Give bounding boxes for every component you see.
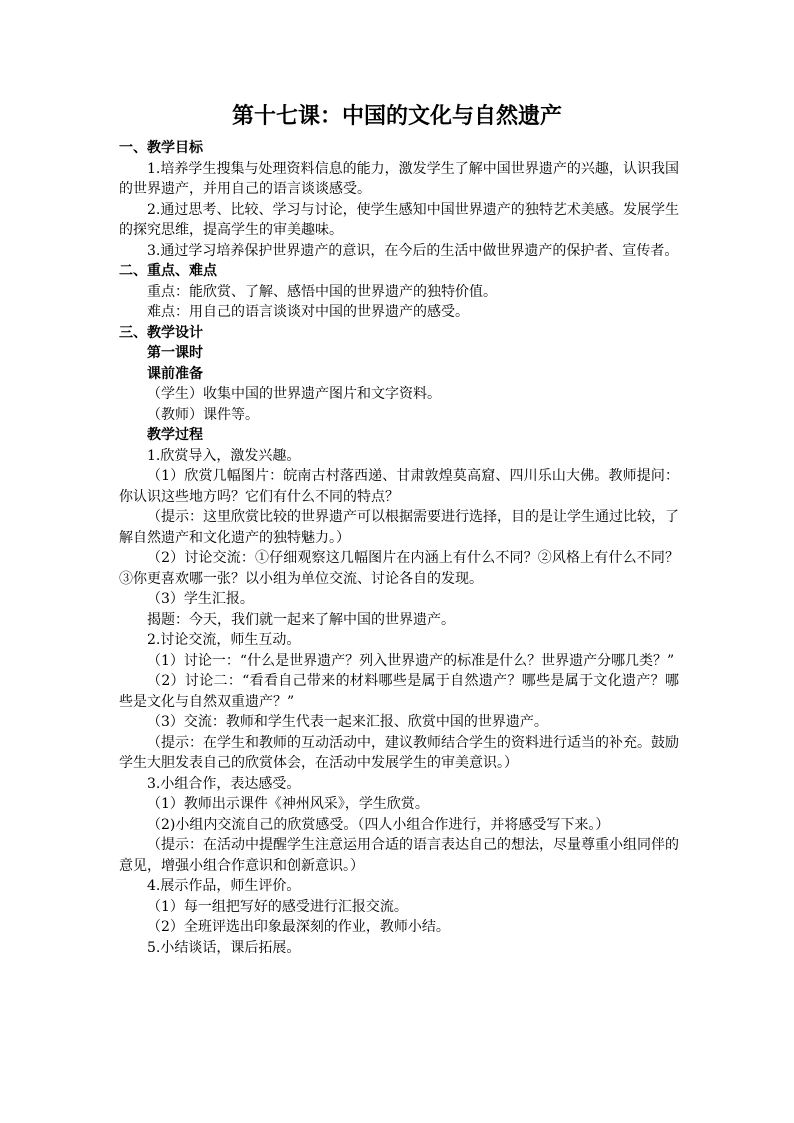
paragraph: （2）讨论交流：①仔细观察这几幅图片在内涵上有什么不同？②风格上有什么不同？③你更喜欢哪一张？以小组为单位交流、讨论各自的发现。 xyxy=(119,550,679,587)
paragraph: （提示：在学生和教师的互动活动中，建议教师结合学生的资料进行适当的补充。鼓励学生大胆发表自己的欣赏体会，在活动中发展学生的审美意识。） xyxy=(119,734,679,771)
paragraph: 2.讨论交流，师生互动。 xyxy=(147,632,301,648)
paragraph: （提示：这里欣赏比较的世界遗产可以根据需要进行选择，目的是让学生通过比较，了解自然遗产和文化遗产的独特魅力。） xyxy=(119,509,679,546)
paragraph: 3.小组合作，表达感受。 xyxy=(147,775,301,792)
section-heading-key-points: 二、重点、难点 xyxy=(119,263,217,279)
paragraph: （教师）课件等。 xyxy=(147,406,259,423)
section-heading-design: 三、教学设计 xyxy=(119,324,203,341)
paragraph: （提示：在活动中提醒学生注意运用合适的语言表达自己的想法，尽量尊重小组同伴的意见，增强小组合作意识和创新意识。） xyxy=(119,837,679,874)
paragraph: （学生）收集中国的世界遗产图片和文字资料。 xyxy=(147,386,441,402)
paragraph: （2）讨论二：“看看自己带来的材料哪些是属于自然遗产？哪些是属于文化遗产？哪些是文化与自然双重遗产？” xyxy=(119,673,679,710)
paragraph: （2）全班评选出印象最深刻的作业，教师小结。 xyxy=(147,919,450,935)
page-title: 第十七课：中国的文化与自然遗产 xyxy=(231,104,562,129)
paragraph: 揭题：今天，我们就一起来了解中国的世界遗产。 xyxy=(147,611,455,628)
paragraph: （1）讨论一：“什么是世界遗产？列入世界遗产的标准是什么？世界遗产分哪几类？” xyxy=(147,652,675,669)
subheading-preparation: 课前准备 xyxy=(147,365,203,382)
subheading-process: 教学过程 xyxy=(147,427,203,443)
paragraph: （2)小组内交流自己的欣赏感受。（四人小组合作进行，并将感受写下来。） xyxy=(147,816,610,833)
paragraph: 1.培养学生搜集与处理资料信息的能力，激发学生了解中国世界遗产的兴趣，认识我国的世界遗产，并用自己的语言谈谈感受。 xyxy=(119,160,679,197)
document-body xyxy=(119,138,679,958)
paragraph: 2.通过思考、比较、学习与讨论，使学生感知中国世界遗产的独特艺术美感。发展学生的探究思维，提高学生的审美趣味。 xyxy=(119,201,679,238)
paragraph: （1）教师出示课件《神州风采》，学生欣赏。 xyxy=(147,796,429,812)
paragraph: （3）交流：教师和学生代表一起来汇报、欣赏中国的世界遗产。 xyxy=(147,714,548,730)
paragraph: 1.欣赏导入，激发兴趣。 xyxy=(147,447,301,464)
paragraph: 3.通过学习培养保护世界遗产的意识，在今后的生活中做世界遗产的保护者、宣传者。 xyxy=(147,242,679,259)
paragraph: （1）每一组把写好的感受进行汇报交流。 xyxy=(147,898,408,915)
paragraph: 5.小结谈话，课后拓展。 xyxy=(147,939,301,956)
subheading-lesson: 第一课时 xyxy=(147,345,203,361)
paragraph: 4.展示作品，师生评价。 xyxy=(147,878,301,894)
paragraph: 重点：能欣赏、了解、感悟中国的世界遗产的独特价值。 xyxy=(147,283,497,300)
paragraph: 难点：用自己的语言谈谈对中国的世界遗产的感受。 xyxy=(147,304,469,320)
section-heading-objectives: 一、教学目标 xyxy=(119,140,203,156)
paragraph: （1）欣赏几幅图片：皖南古村落西递、甘肃敦煌莫高窟、四川乐山大佛。教师提问：你认识这些地方吗？它们有什么不同的特点？ xyxy=(119,468,679,505)
paragraph: （3）学生汇报。 xyxy=(147,591,254,607)
